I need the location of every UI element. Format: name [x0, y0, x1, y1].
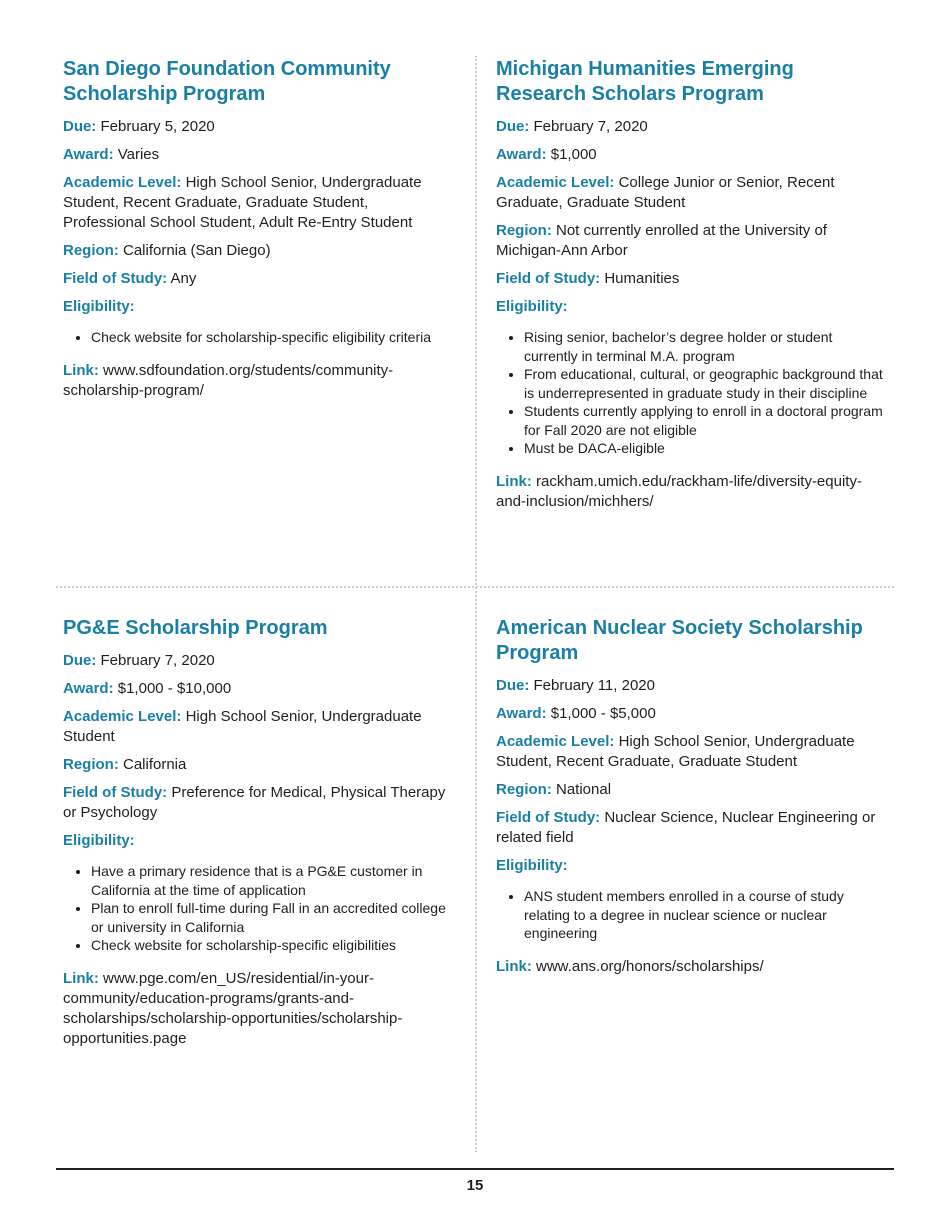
field-of-study-label: Field of Study:	[496, 270, 601, 287]
academic-level-field	[496, 173, 886, 213]
link-url[interactable]: www.sdfoundation.org/students/community-scholarship-program/	[63, 361, 394, 399]
region-value: Not currently enrolled at the University of Michigan-Ann Arbor	[496, 222, 827, 259]
scholarship-card-american-nuclear-society	[496, 616, 881, 977]
field-of-study-field	[63, 269, 453, 289]
academic-level-field	[496, 732, 881, 772]
award-field	[63, 679, 453, 699]
vertical-column-divider	[475, 56, 477, 1152]
award-value: $1,000 - $5,000	[550, 705, 656, 722]
link-field	[63, 361, 453, 401]
eligibility-item: • Check website for scholarship-specific eligibilities	[91, 936, 453, 955]
due-field	[496, 676, 881, 696]
page-number: 15	[466, 1177, 484, 1194]
region-value: California (San Diego)	[123, 242, 271, 259]
link-url[interactable]: www.pge.com/en_US/residential/in-your-community/education-programs/grants-and-scholarships/scholarship-opportunities/scholarship-opportunities.page	[63, 969, 403, 1047]
region-label: Region:	[63, 242, 119, 259]
award-field	[63, 145, 453, 165]
academic-level-label: Academic Level:	[63, 708, 182, 725]
due-value: February 11, 2020	[533, 677, 655, 694]
scholarship-card-michigan-humanities	[496, 57, 886, 512]
field-of-study-label: Field of Study:	[496, 809, 601, 826]
scholarship-title: Michigan Humanities Emerging Research Scholars Program	[496, 58, 794, 105]
scholarship-card-san-diego	[63, 57, 453, 401]
academic-level-value: High School Senior, Undergraduate Student	[63, 708, 422, 745]
eligibility-heading: Eligibility:	[63, 298, 135, 315]
field-of-study-label: Field of Study:	[63, 270, 168, 287]
link-url[interactable]: rackham.umich.edu/rackham-life/diversity-equity-and-inclusion/michhers/	[496, 472, 862, 510]
academic-level-label: Academic Level:	[63, 174, 182, 191]
academic-level-label: Academic Level:	[496, 733, 615, 750]
eligibility-heading: Eligibility:	[63, 832, 135, 849]
link-label: Link:	[496, 472, 532, 490]
eligibility-item: • Must be DACA-eligible	[524, 439, 886, 458]
link-field	[496, 957, 881, 977]
field-of-study-value: Preference for Medical, Physical Therapy or Psychology	[63, 784, 446, 821]
eligibility-item: • Plan to enroll full-time during Fall in an accredited college or university in California	[91, 899, 453, 936]
footer-rule	[56, 1168, 894, 1170]
due-value: February 5, 2020	[100, 118, 215, 135]
due-field	[63, 117, 453, 137]
eligibility-list	[496, 887, 881, 943]
region-field	[63, 241, 453, 261]
eligibility-item: • ANS student members enrolled in a course of study relating to a degree in nuclear science or nuclear engineering	[524, 887, 881, 943]
region-field	[496, 780, 881, 800]
region-field	[496, 221, 886, 261]
link-label: Link:	[496, 957, 532, 975]
due-label: Due:	[63, 652, 97, 669]
scholarship-title: American Nuclear Society Scholarship Program	[496, 617, 863, 664]
academic-level-value: High School Senior, Undergraduate Student, Recent Graduate, Graduate Student, Professional School Student, Adult Re-Entry Student	[63, 174, 422, 231]
award-field	[496, 145, 886, 165]
eligibility-heading: Eligibility:	[496, 857, 568, 874]
academic-level-label: Academic Level:	[496, 174, 615, 191]
due-field	[496, 117, 886, 137]
eligibility-item: • Check website for scholarship-specific eligibility criteria	[91, 328, 453, 347]
region-value: California	[123, 756, 187, 773]
region-value: National	[556, 781, 612, 798]
academic-level-field	[63, 173, 453, 233]
horizontal-row-divider	[56, 586, 894, 588]
scholarship-title: PG&E Scholarship Program	[63, 617, 328, 639]
region-label: Region:	[63, 756, 119, 773]
eligibility-item: • From educational, cultural, or geographic background that is underrepresented in graduate study in their discipline	[524, 365, 886, 402]
award-value: Varies	[117, 146, 160, 163]
due-label: Due:	[496, 677, 530, 694]
due-value: February 7, 2020	[533, 118, 648, 135]
link-label: Link:	[63, 361, 99, 379]
region-label: Region:	[496, 781, 552, 798]
award-label: Award:	[63, 680, 114, 697]
eligibility-item: • Students currently applying to enroll in a doctoral program for Fall 2020 are not eligible	[524, 402, 886, 439]
field-of-study-field	[496, 808, 881, 848]
link-label: Link:	[63, 969, 99, 987]
due-value: February 7, 2020	[100, 652, 215, 669]
academic-level-value: College Junior or Senior, Recent Graduate, Graduate Student	[496, 174, 835, 211]
field-of-study-value: Humanities	[604, 270, 680, 287]
region-label: Region:	[496, 222, 552, 239]
link-url[interactable]: www.ans.org/honors/scholarships/	[536, 957, 764, 975]
field-of-study-field	[496, 269, 886, 289]
field-of-study-value: Any	[170, 270, 197, 287]
eligibility-item: • Have a primary residence that is a PG&E customer in California at the time of application	[91, 862, 453, 899]
eligibility-heading: Eligibility:	[496, 298, 568, 315]
award-field	[496, 704, 881, 724]
academic-level-value: High School Senior, Undergraduate Student, Recent Graduate, Graduate Student	[496, 733, 855, 770]
field-of-study-value: Nuclear Science, Nuclear Engineering or related field	[496, 809, 876, 846]
link-field	[496, 472, 886, 512]
region-field	[63, 755, 453, 775]
award-label: Award:	[496, 146, 547, 163]
award-value: $1,000	[550, 146, 597, 163]
due-field	[63, 651, 453, 671]
due-label: Due:	[496, 118, 530, 135]
eligibility-list	[63, 328, 453, 347]
eligibility-item: • Rising senior, bachelor’s degree holder or student currently in terminal M.A. program	[524, 328, 886, 365]
link-field	[63, 969, 453, 1049]
field-of-study-label: Field of Study:	[63, 784, 168, 801]
academic-level-field	[63, 707, 453, 747]
eligibility-list	[496, 328, 886, 458]
scholarship-card-pge	[63, 616, 453, 1049]
award-value: $1,000 - $10,000	[117, 680, 232, 697]
scholarship-title: San Diego Foundation Community Scholarship Program	[63, 58, 391, 105]
field-of-study-field	[63, 783, 453, 823]
due-label: Due:	[63, 118, 97, 135]
award-label: Award:	[496, 705, 547, 722]
eligibility-list	[63, 862, 453, 955]
award-label: Award:	[63, 146, 114, 163]
